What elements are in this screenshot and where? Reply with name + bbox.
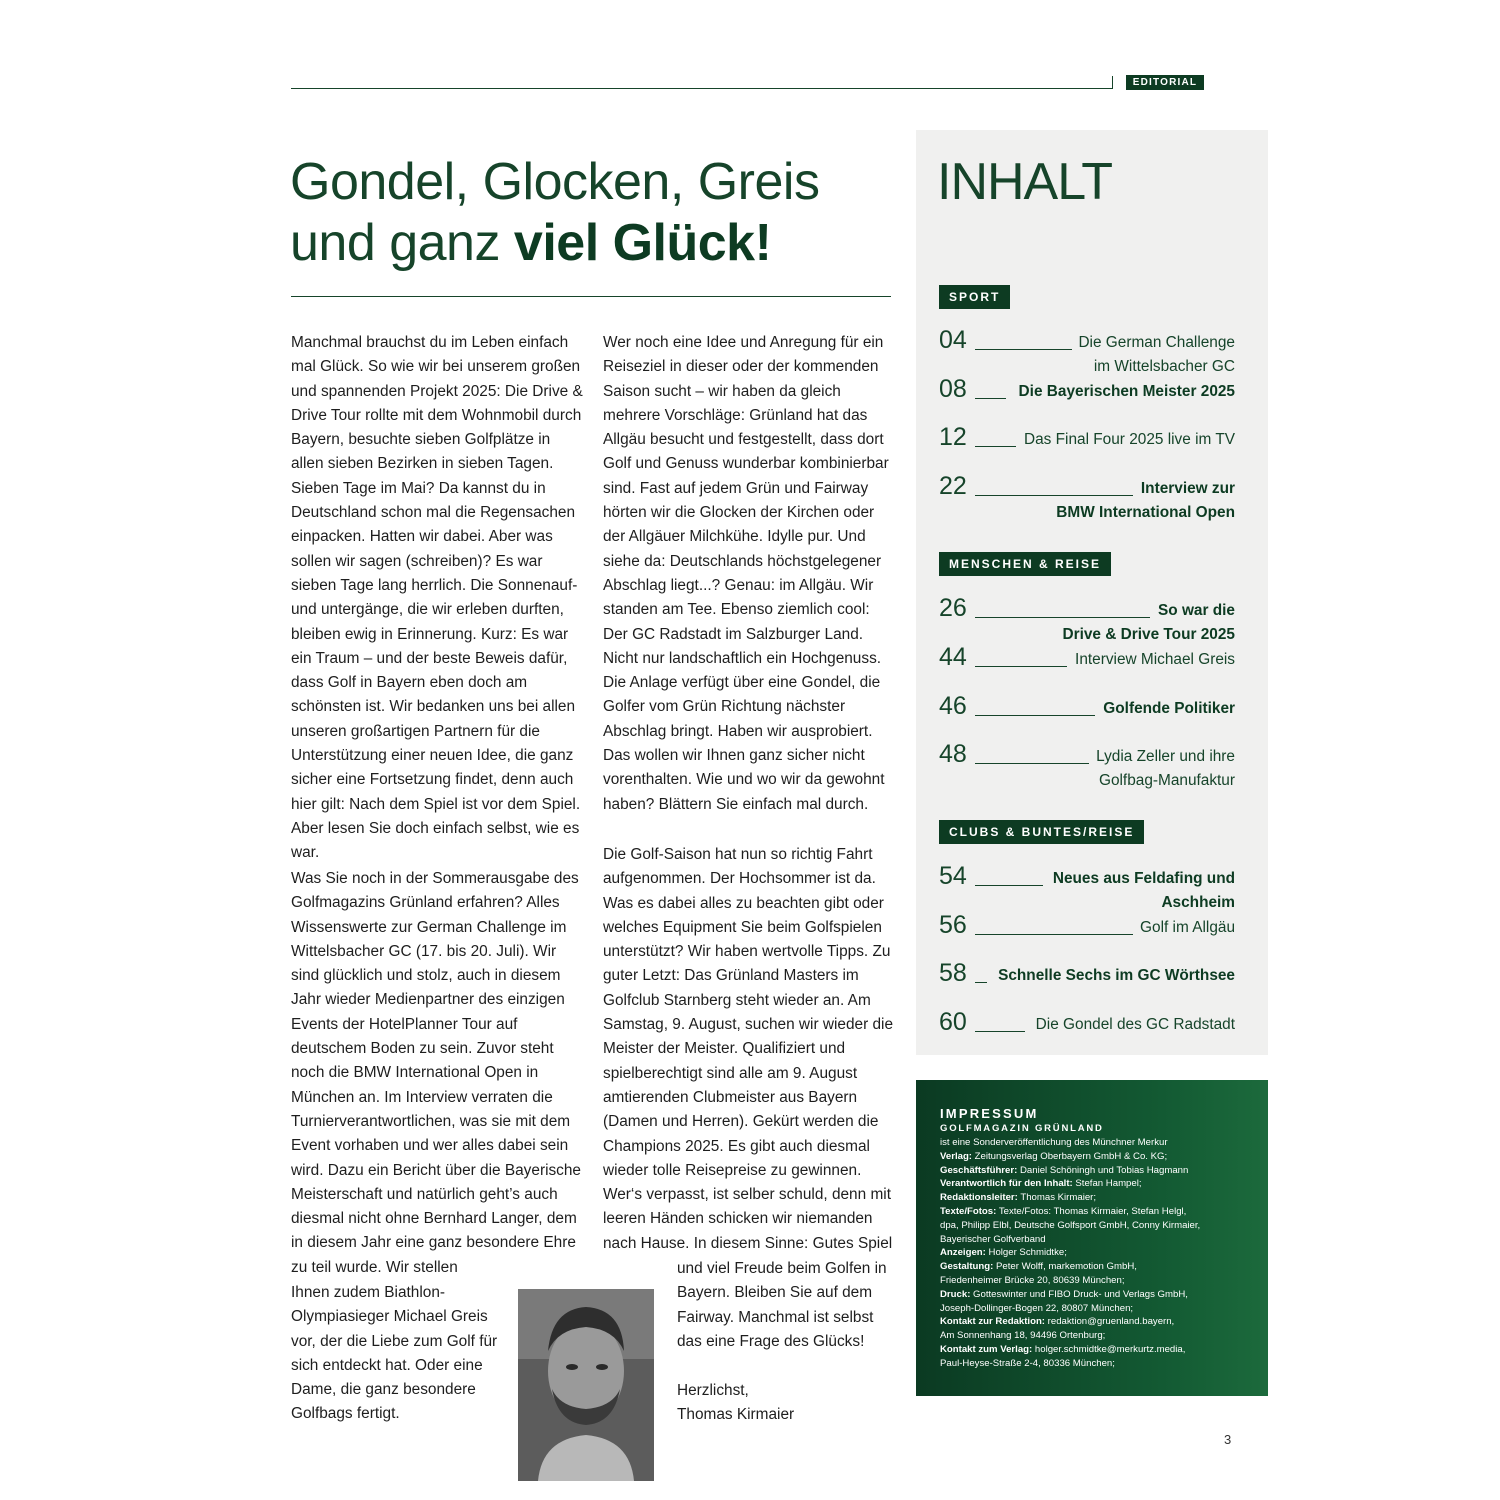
signoff-name: Thomas Kirmaier	[677, 1406, 795, 1424]
section-tag: EDITORIAL	[1126, 75, 1204, 90]
headline-line2-bold: viel Glück!	[513, 214, 772, 272]
toc-entry-num[interactable]: 22	[939, 472, 967, 500]
toc-leader-line	[975, 666, 1067, 667]
impressum-line: Anzeigen: Holger Schmidtke;	[940, 1247, 1067, 1259]
impressum-title: IMPRESSUM	[940, 1106, 1039, 1121]
impressum-subtitle: GOLFMAGAZIN GRÜNLAND	[940, 1123, 1104, 1134]
article-col1-para2-end	[291, 1281, 505, 1427]
impressum-line: Redaktionsleiter: Thomas Kirmaier;	[940, 1192, 1097, 1204]
impressum-line: Kontakt zur Redaktion: redaktion@gruenland.bayern,	[940, 1316, 1175, 1328]
toc-entry-num[interactable]: 58	[939, 959, 967, 987]
article-text: und viel Freude beim Golfen in Bayern. Bleiben Sie auf dem Fairway. Manchmal ist selbst das eine Frage des Glücks!	[677, 1260, 887, 1350]
headline-line2: und ganz	[290, 214, 514, 272]
toc-entry-title[interactable]: Die Gondel des GC Radstadt	[1035, 1016, 1235, 1033]
toc-leader-line	[975, 715, 1095, 716]
toc-entry-title[interactable]: So war die Drive & Drive Tour 2025	[1062, 602, 1235, 644]
header-rule-tick	[1112, 76, 1113, 89]
toc-entry-title[interactable]: Golfende Politiker	[1103, 700, 1235, 717]
article-text: Die Golf-Saison hat nun so richtig Fahrt aufgenommen. Der Hochsommer ist da. Was es dabei alles zu beachten gibt oder welches Equipment Sie beim Golfspielen unterstützt? Wir haben wertvolle Tipps. Zu guter Letzt: Das Grünland Masters im Golfclub Starnberg steht wieder an. Am Samstag, 9. August, suchen wir wieder die Meister der Meister. Qualifiziert und spielberechtigt sind alle am 9. August amtierenden Clubmeister aus Bayern (Damen und Herren). Gekürt werden die Champions 2025. Es gibt auch diesmal wieder tolle Reisepreise zu gewinnen. Wer‘s verpasst, ist selber schuld, denn mit leeren Händen schicken wir niemanden nach Hause. In diesem Sinne: Gutes Spiel	[603, 846, 894, 1252]
impressum-line: Paul-Heyse-Straße 2-4, 80336 München;	[940, 1357, 1115, 1369]
headline-line1: Gondel, Glocken, Greis	[290, 153, 820, 211]
article-col1-para2	[291, 867, 583, 1280]
toc-entry-num[interactable]: 08	[939, 375, 967, 403]
toc-entry-title[interactable]: Lydia Zeller und ihre Golfbag-Manufaktur	[1096, 748, 1235, 790]
toc-leader-line	[975, 1031, 1025, 1032]
toc-entry-num[interactable]: 60	[939, 1008, 967, 1036]
toc-category-sport: SPORT	[939, 285, 1010, 309]
toc-leader-line	[975, 934, 1133, 935]
toc-title: INHALT	[937, 153, 1113, 211]
impressum-box	[916, 1080, 1268, 1396]
toc-entry-num[interactable]: 44	[939, 643, 967, 671]
impressum-line: Gestaltung: Peter Wolff, markemotion GmbH,	[940, 1261, 1137, 1273]
article-col2-para2-end	[677, 1257, 895, 1354]
toc-entry-num[interactable]: 04	[939, 326, 967, 354]
impressum-line: Joseph-Dollinger-Bogen 22, 80807 München;	[940, 1302, 1134, 1314]
impressum-line: Geschäftsführer: Daniel Schöningh und Tobias Hagmann	[940, 1164, 1189, 1176]
toc-entry-title[interactable]: Interview zur BMW International Open	[1056, 480, 1235, 522]
impressum-line: Am Sonnenhang 18, 94496 Ortenburg;	[940, 1330, 1106, 1342]
impressum-line: Friedenheimer Brücke 20, 80639 München;	[940, 1274, 1125, 1286]
toc-entry-title[interactable]: Die German Challenge im Wittelsbacher GC	[1078, 334, 1235, 376]
article-col2-para1	[603, 331, 895, 817]
toc-entry-title[interactable]: Schnelle Sechs im GC Wörthsee	[998, 967, 1235, 984]
page-number: 3	[1224, 1432, 1232, 1447]
impressum-line: Verantwortlich für den Inhalt: Stefan Hampel;	[940, 1178, 1142, 1190]
toc-leader-line	[975, 885, 1043, 886]
impressum-line: Texte/Fotos: Texte/Fotos: Thomas Kirmaier, Stefan Helgl,	[940, 1205, 1187, 1217]
author-photo-portrait	[518, 1289, 654, 1481]
article-text: Wer noch eine Idee und Anregung für ein Reiseziel in dieser oder der kommenden Saison sucht – wir haben da gleich mehrere Vorschläge: Grünland hat das Allgäu besucht und festgestellt, dass dort Golf und Genuss wunderbar kombinierbar sind. Fast auf jedem Grün und Fairway hörten wir die Glocken der Kirchen oder der Allgäuer Milchkühe. Idylle pur. Und siehe da: Deutschlands höchstgelegener Abschlag liegt...? Genau: im Allgäu. Wir standen am Tee. Ebenso ziemlich cool: Der GC Radstadt im Salzburger Land. Nicht nur landschaftlich ein Hochgenuss. Die Anlage verfügt über eine Gondel, die Golfer vom Grün Richtung nächster Abschlag bringt. Haben wir ausprobiert. Das wollen wir Ihnen ganz sicher nicht vorenthalten. Wie und wo wir da gewohnt haben? Blättern Sie einfach mal durch.	[603, 334, 889, 813]
impressum-line: ist eine Sonderveröffentlichung des Münchner Merkur	[940, 1137, 1168, 1148]
toc-entry-title[interactable]: Das Final Four 2025 live im TV	[1024, 431, 1235, 448]
impressum-line: Verlag: Zeitungsverlag Oberbayern GmbH & Co. KG;	[940, 1150, 1168, 1162]
impressum-body	[940, 1136, 1250, 1371]
impressum-line: Kontakt zum Verlag: holger.schmidtke@merkurtz.media,	[940, 1343, 1186, 1355]
impressum-line: Bayerischer Golfverband	[940, 1233, 1046, 1245]
toc-entry-num[interactable]: 46	[939, 692, 967, 720]
toc-entry-title[interactable]: Die Bayerischen Meister 2025	[1018, 383, 1235, 400]
headline-rule	[291, 296, 891, 297]
article-col1-para1	[291, 331, 583, 866]
toc-leader-line	[975, 398, 1006, 399]
toc-leader-line	[975, 349, 1072, 350]
toc-entry-num[interactable]: 48	[939, 740, 967, 768]
article-col2-para2	[603, 843, 895, 1256]
header-rule	[291, 88, 1113, 89]
article-signoff	[677, 1379, 895, 1428]
toc-entry-num[interactable]: 56	[939, 911, 967, 939]
toc-leader-line	[975, 763, 1089, 764]
impressum-line: dpa, Philipp Elbl, Deutsche Golfsport GmbH, Conny Kirmaier,	[940, 1219, 1201, 1231]
toc-entry-title[interactable]: Golf im Allgäu	[1140, 919, 1235, 936]
impressum-line: Druck: Gotteswinter und FIBO Druck- und Verlags GmbH,	[940, 1288, 1188, 1300]
toc-entry-num[interactable]: 12	[939, 423, 967, 451]
toc-entry-title[interactable]: Interview Michael Greis	[1075, 651, 1235, 668]
toc-leader-line	[975, 446, 1016, 447]
toc-category-menschen-reise: MENSCHEN & REISE	[939, 552, 1111, 576]
article-text: Was Sie noch in der Sommerausgabe des Golfmagazins Grünland erfahren? Alles Wissenswerte zur German Challenge im Wittelsbacher GC (17. bis 20. Juli). Wir sind glücklich und stolz, auch in diesem Jahr wieder Medienpartner des einzigen Events der HotelPlanner Tour auf deutschem Boden zu sein. Zuvor steht noch die BMW International Open in München an. Im Interview verraten die Turnierverantwortlichen, was sie mit dem Event vorhaben und wer alles dabei sein wird. Dazu ein Bericht über die Bayerische Meisterschaft und natürlich geht’s auch diesmal nicht ohne Bernhard Langer, dem in diesem Jahr eine ganz besondere Ehre zu teil wurde. Wir stellen	[291, 870, 581, 1276]
author-photo	[518, 1289, 654, 1481]
toc-leader-line	[975, 982, 987, 983]
toc-entry-num[interactable]: 54	[939, 862, 967, 890]
article-text: Manchmal brauchst du im Leben einfach mal Glück. So wie wir bei unserem großen und spannenden Projekt 2025: Die Drive & Drive Tour rollte mit dem Wohnmobil durch Bayern, besuchte sieben Golfplätze in allen sieben Bezirken in sieben Tagen. Sieben Tage im Mai? Da kannst du in Deutschland schon mal die Regensachen einpacken. Hatten wir dabei. Aber was sollen wir sagen (schreiben)? Es war sieben Tage lang herrlich. Die Sonnenauf- und untergänge, die wir erleben durften, bleiben ewig in Erinnerung. Kurz: Es war ein Traum – und der beste Beweis dafür, dass Golf in Bayern eben doch am schönsten ist. Wir bedanken uns bei allen unseren großartigen Partnern für die Unterstützung einer neuen Idee, die ganz sicher eine Fortsetzung findet, denn auch hier gilt: Nach dem Spiel ist vor dem Spiel. Aber lesen Sie doch einfach selbst, wie es war.	[291, 334, 583, 862]
toc-entry-num[interactable]: 26	[939, 594, 967, 622]
article-text: Ihnen zudem Biathlon-Olympiasieger Michael Greis vor, der die Liebe zum Golf für sich entdeckt hat. Oder eine Dame, die ganz besondere Golfbags fertigt.	[291, 1284, 498, 1423]
signoff-greeting: Herzlichst,	[677, 1382, 749, 1399]
toc-category-clubs: CLUBS & BUNTES/REISE	[939, 820, 1144, 844]
toc-entry-title[interactable]: Neues aus Feldafing und Aschheim	[1052, 870, 1235, 912]
headline	[290, 152, 910, 274]
